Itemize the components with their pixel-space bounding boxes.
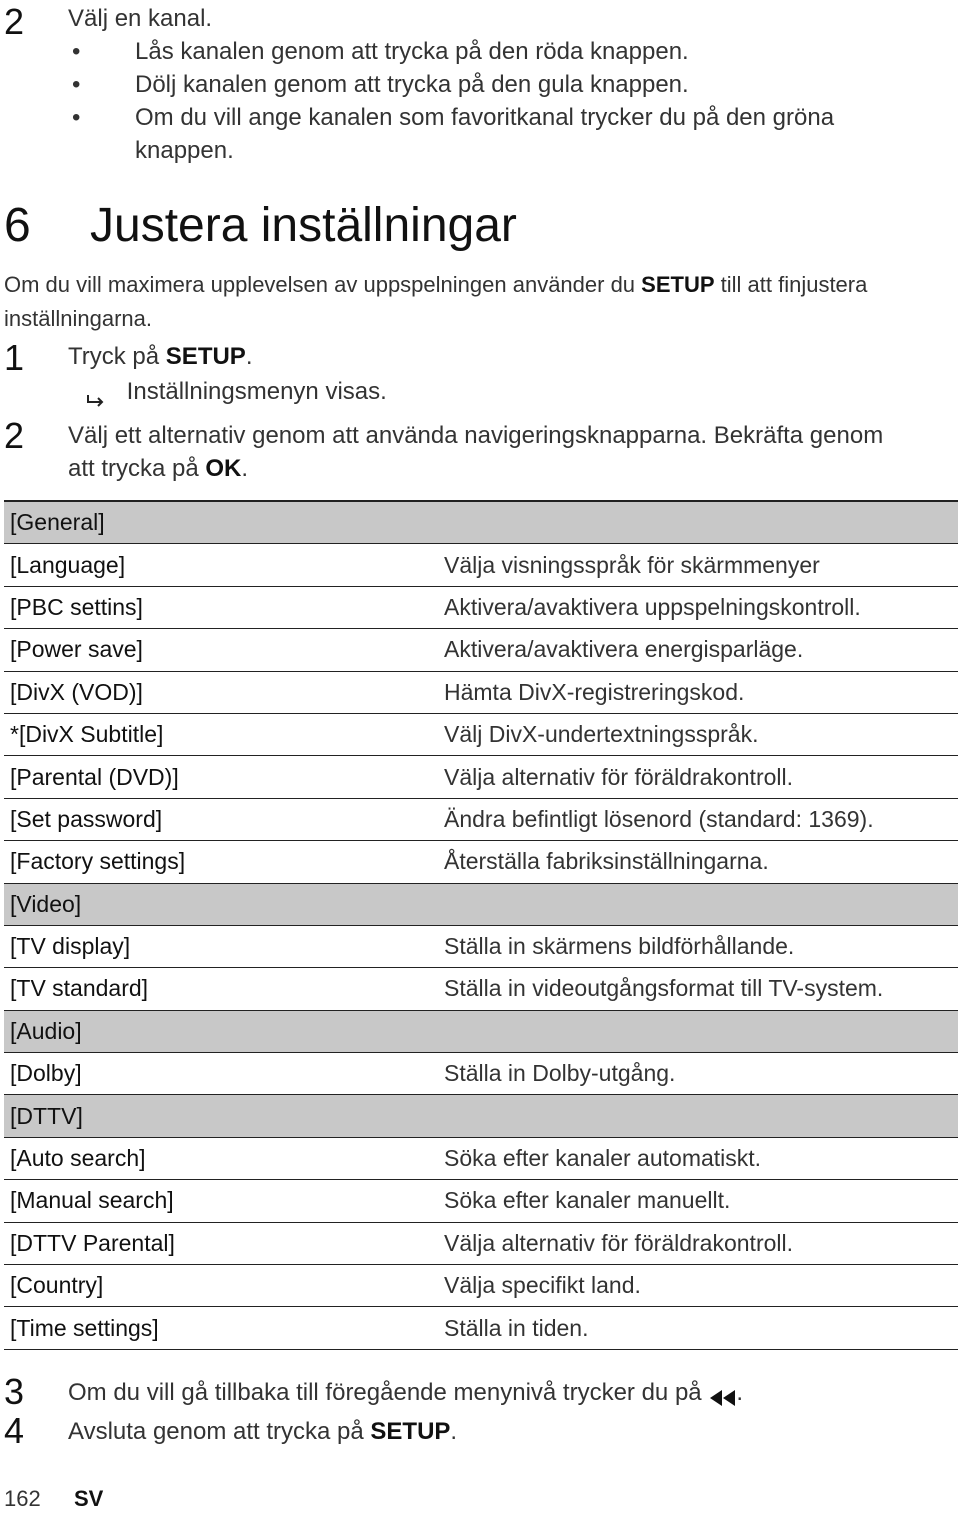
settings-row [4, 714, 958, 756]
settings-row [4, 926, 958, 968]
settings-row [4, 1138, 958, 1180]
setting-description: Återställa fabriksinställningarna. [444, 848, 769, 875]
setting-name: [DTTV Parental] [10, 1229, 175, 1256]
settings-row [4, 968, 958, 1010]
setting-description: Söka efter kanaler manuellt. [444, 1187, 731, 1214]
setting-description: Välj DivX-undertextningsspråk. [444, 721, 759, 748]
step-text [68, 1376, 743, 1410]
step-text-part: att trycka på [68, 455, 206, 482]
result-text: Inställningsmenyn visas. [126, 378, 387, 405]
step-text: Välj en kanal. [68, 5, 213, 32]
step-number: 3 [4, 1371, 25, 1412]
step-text-part: . [241, 455, 249, 482]
settings-row [4, 1223, 958, 1265]
settings-row [4, 841, 958, 883]
setting-description: Välja alternativ för föräldrakontroll. [444, 1229, 793, 1256]
step-text: Välj ett alternativ genom att använda navigeringsknapparna. Bekräfta genom [68, 422, 884, 449]
settings-row [4, 799, 958, 841]
setting-description: Söka efter kanaler automatiskt. [444, 1145, 762, 1172]
settings-row [4, 544, 958, 586]
step-text [68, 1415, 457, 1449]
setting-name: [Set password] [10, 805, 163, 832]
language-code: SV [74, 1486, 104, 1511]
bullet-text: Dölj kanalen genom att trycka på den gula knappen. [135, 71, 689, 98]
setting-name: [Manual search] [10, 1187, 174, 1214]
result-arrow-icon [86, 385, 106, 401]
step-text-continued [68, 452, 248, 486]
setting-name: [Language] [10, 551, 126, 578]
step-text-part: . [245, 343, 253, 370]
step-number: 4 [4, 1410, 25, 1451]
settings-row [4, 672, 958, 714]
setup-key: SETUP [165, 343, 246, 370]
chapter-number: 6 [4, 199, 31, 252]
settings-row [4, 1265, 958, 1307]
ok-key: OK [205, 455, 242, 482]
setting-description: Välja alternativ för föräldrakontroll. [444, 763, 793, 790]
setting-name: [General] [10, 509, 105, 536]
setting-name: [Audio] [10, 1017, 82, 1044]
rewind-icon [708, 1384, 736, 1404]
settings-section-row [4, 1011, 958, 1053]
setting-name: [Country] [10, 1272, 104, 1299]
setting-name: [Dolby] [10, 1060, 82, 1087]
setting-name: [Factory settings] [10, 848, 186, 875]
setting-description: Hämta DivX-registreringskod. [444, 678, 745, 705]
setting-description: Ställa in tiden. [444, 1314, 589, 1341]
setting-description: Ändra befintligt lösenord (standard: 1369). [444, 805, 874, 832]
intro-paragraph [4, 268, 867, 302]
setting-name: [DTTV] [10, 1102, 83, 1129]
intro-text: till att finjustera [714, 272, 868, 297]
step-text-part: Om du vill gå tillbaka till föregående menynivå trycker du på [68, 1379, 709, 1406]
step-text-part: . [450, 1418, 458, 1445]
chapter-title: Justera inställningar [90, 199, 517, 252]
setting-name: [PBC settins] [10, 593, 143, 620]
settings-row [4, 629, 958, 671]
setting-name: [DivX (VOD)] [10, 678, 143, 705]
settings-section-row [4, 502, 958, 544]
setting-name: [Video] [10, 890, 82, 917]
setting-name: [Parental (DVD)] [10, 763, 179, 790]
setting-description: Välja visningsspråk för skärmmenyer [444, 551, 820, 578]
bullet-marker: • [72, 38, 81, 65]
settings-row [4, 1180, 958, 1222]
setting-description: Aktivera/avaktivera uppspelningskontroll. [444, 593, 861, 620]
setting-name: [Power save] [10, 636, 143, 663]
step-text-part: Tryck på [68, 343, 166, 370]
settings-table [4, 500, 958, 1350]
setup-key: SETUP [370, 1418, 451, 1445]
settings-row [4, 1053, 958, 1095]
setting-name: *[DivX Subtitle] [10, 721, 164, 748]
step-number: 2 [4, 1, 25, 42]
setting-description: Aktivera/avaktivera energisparläge. [444, 636, 804, 663]
setting-description: Välja specifikt land. [444, 1272, 641, 1299]
setting-name: [Time settings] [10, 1314, 159, 1341]
bullet-text: Lås kanalen genom att trycka på den röda knappen. [135, 38, 689, 65]
bullet-text-continued: knappen. [135, 137, 234, 164]
setting-name: [TV display] [10, 933, 131, 960]
settings-section-row [4, 1095, 958, 1137]
step-text-part: . [736, 1379, 743, 1406]
setup-key: SETUP [641, 272, 715, 297]
bullet-marker: • [72, 71, 81, 98]
intro-text-continued: inställningarna. [4, 306, 152, 331]
bullet-marker: • [72, 104, 81, 131]
settings-row [4, 1307, 958, 1349]
setting-description: Ställa in videoutgångsformat till TV-system. [444, 975, 884, 1002]
step-text [68, 340, 252, 374]
step-number: 2 [4, 415, 25, 456]
step-text-part: Avsluta genom att trycka på [68, 1418, 371, 1445]
step-number: 1 [4, 337, 25, 378]
settings-section-row [4, 884, 958, 926]
step-result [86, 375, 387, 409]
page-number: 162 [4, 1486, 41, 1511]
settings-row [4, 756, 958, 798]
settings-row [4, 587, 958, 629]
setting-description: Ställa in skärmens bildförhållande. [444, 933, 795, 960]
intro-text: Om du vill maximera upplevelsen av uppspelningen använder du [4, 272, 642, 297]
setting-name: [Auto search] [10, 1145, 146, 1172]
bullet-text: Om du vill ange kanalen som favoritkanal trycker du på den gröna [135, 104, 835, 131]
setting-description: Ställa in Dolby-utgång. [444, 1060, 676, 1087]
setting-name: [TV standard] [10, 975, 149, 1002]
